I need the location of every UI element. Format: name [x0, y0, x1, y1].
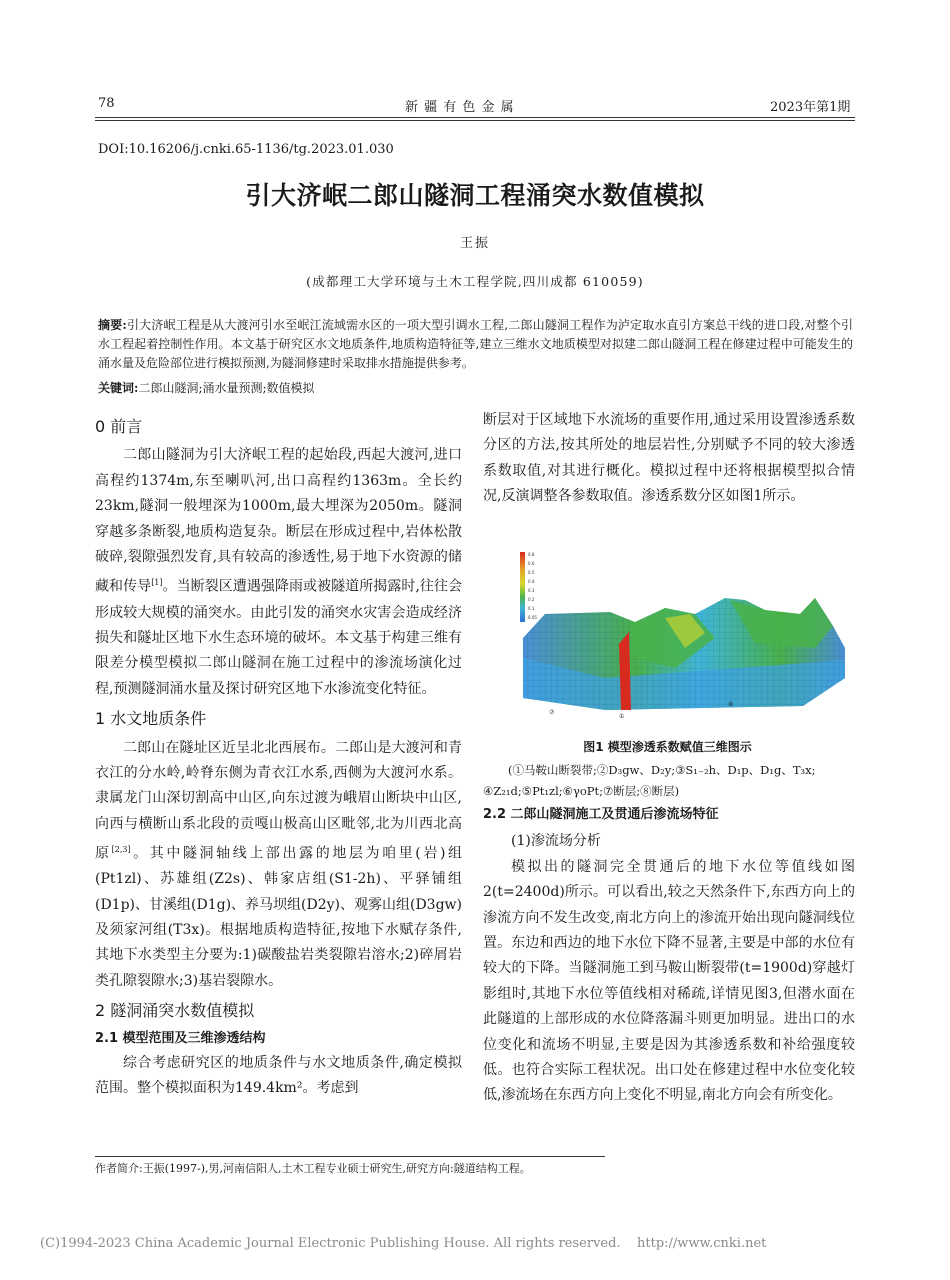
header-rule-2: [95, 120, 855, 121]
colorbar-label: 0.1: [528, 606, 535, 611]
section-2-1-heading: 2.1 模型范围及三维渗透结构: [95, 1030, 266, 1046]
section-2-1-paragraph: 综合考虑研究区的地质条件与水文地质条件,确定模拟范围。整个模拟面积为149.4km²。考虑到: [95, 1055, 462, 1097]
colorbar-label: 0.6: [528, 561, 535, 566]
cnki-url[interactable]: http://www.cnki.net: [637, 1236, 767, 1251]
author: 王振: [459, 236, 490, 251]
sec0-text-b: 。当断裂区遭遇强降雨或被隧道所揭露时,往往会形成较大规模的涌突水。由此引发的涌突水灾害会造成经济损失和隧址区地下水生态环境的破坏。本文基于构建三维有限差分模型模拟二郎山隧洞在施工过程中的渗流场演化过程,预测隧洞涌水量及探讨研究区地下水渗流变化特征。: [95, 579, 462, 697]
figure-legend-line-1: (①马鞍山断裂带;②D₃gw、D₂y;③S₁₋₂h、D₁p、D₁g、T₃x;: [508, 763, 816, 777]
keywords: [98, 379, 315, 396]
colorbar-label: 0.05: [528, 615, 537, 620]
footnote-rule: [95, 1156, 605, 1157]
keywords-text: 二郎山隧洞;涌水量预测;数值模拟: [138, 381, 315, 395]
abstract-text: 引大济岷工程是从大渡河引水至岷江流域需水区的一项大型引调水工程,二郎山隧洞工程作为泸定取水直引方案总干线的进口段,对整个引水工程起着控制性作用。本文基于研究区水文地质条件,地质构造特征等,建立三维水文地质模型对拟建二郎山隧洞工程在修建过程中可能发生的涌水量及危险部位进行模拟预测,为隧洞修建时采取排水措施提供参考。: [98, 318, 853, 370]
right-column-top: [483, 408, 855, 510]
colorbar-labels: [528, 552, 537, 620]
page-number: 78: [98, 96, 115, 111]
section-0-heading: 0 前言: [95, 417, 143, 436]
section-2-2-heading: 2.2 二郎山隧洞施工及贯通后渗流场特征: [483, 807, 719, 822]
section-1-paragraph: [95, 736, 462, 995]
colorbar-label: 0.2: [528, 597, 535, 602]
figure-1-legend: [483, 760, 855, 802]
header-rule: [95, 117, 855, 118]
colorbar-label: 0.4: [528, 579, 535, 584]
colorbar: [520, 552, 525, 622]
figure-1-3d-model: [515, 548, 855, 728]
abstract: [98, 316, 853, 373]
section-0-paragraph: [95, 443, 462, 702]
abstract-label: 摘要:: [98, 318, 127, 332]
marker-8: ⑧: [728, 701, 734, 708]
figure-1-caption: 图1 模型渗透系数赋值三维图示: [583, 740, 752, 754]
affiliation: (成都理工大学环境与土木工程学院,四川成都 610059): [306, 274, 644, 289]
continued-paragraph: 断层对于区域地下水流场的重要作用,通过采用设置渗透系数分区的方法,按其所处的地层岩性,分别赋予不同的较大渗透系数取值,对其进行概化。模拟过程中还将根据模型拟合情况,反演调整各参数取值。渗透系数分区如图1所示。: [483, 412, 855, 505]
paper-title: 引大济岷二郎山隧洞工程涌突水数值模拟: [245, 181, 705, 210]
citation-1[interactable]: [1]: [151, 578, 163, 588]
copyright: (C)1994-2023 China Academic Journal Electronic Publishing House. All rights reserved.: [40, 1236, 621, 1251]
keywords-label: 关键词:: [98, 381, 139, 395]
section-2-2-paragraph: 模拟出的隧洞完全贯通后的地下水位等值线如图2(t=2400d)所示。可以看出,较之天然条件下,东西方向上的渗流方向不发生改变,南北方向上的渗流开始出现向隧洞线位置。东边和西边的地下水位下降不显著,主要是中部的水位有较大的下降。当隧洞施工到马鞍山断裂带(t=1900d)穿越灯影组时,其地下水位等值线相对稀疏,详情见图3,但潜水面在此隧道的上部形成的水位降落漏斗则更加明显。进出口的水位变化和流场不明显,主要是因为其渗透系数和补给强度较低。也符合实际工程状况。出口处在修建过程中水位变化较低,渗流场在东西方向上变化不明显,南北方向会有所变化。: [483, 858, 855, 1104]
sec0-text-a: 二郎山隧洞为引大济岷工程的起始段,西起大渡河,进口高程约1374m,东至喇叭河,出口高程约1363m。全长约23km,隧洞一般埋深为1000m,最大埋深为2050m。隧洞穿越多条断裂,地质构造复杂。断层在形成过程中,岩体松散破碎,裂隙强烈发育,具有较高的渗透性,易于地下水资源的储藏和传导: [95, 447, 462, 596]
section-1-heading: 1 水文地质条件: [95, 709, 207, 729]
colorbar-label: 0.5: [528, 570, 535, 575]
colorbar-label: 0.8: [528, 552, 535, 557]
left-column: [95, 414, 462, 1102]
journal-name: 新 疆 有 色 金 属: [405, 100, 515, 115]
right-column-bottom: [483, 802, 855, 1109]
section-2-2-subheading: (1)渗流场分析: [511, 833, 601, 850]
doi[interactable]: DOI:10.16206/j.cnki.65-1136/tg.2023.01.030: [98, 142, 394, 157]
sec1-text-a: 二郎山在隧址区近呈北北西展布。二郎山是大渡河和青衣江的分水岭,岭脊东侧为青衣江水系,西侧为大渡河水系。隶属龙门山深切割高中山区,向东过渡为峨眉山断块中山区,向西与横断山系北段的贡嘎山极高山区毗邻,北为川西北高原: [95, 739, 462, 862]
figure-1: [515, 548, 855, 728]
issue-label: 2023年第1期: [770, 100, 851, 115]
citation-2-3[interactable]: [2,3]: [111, 845, 131, 855]
marker-1: ①: [619, 713, 625, 720]
figure-legend-line-2: ④Z₂₁d;⑤Pt₁zl;⑥γoPt;⑦断层;⑧断层): [483, 784, 680, 798]
section-2-heading: 2 隧洞涌突水数值模拟: [95, 1001, 255, 1021]
colorbar-label: 0.3: [528, 588, 535, 593]
author-footnote: 作者简介:王振(1997-),男,河南信阳人,土木工程专业硕士研究生,研究方向:隧道结构工程。: [95, 1162, 531, 1175]
marker-7: ⑦: [549, 709, 555, 716]
fault-zone-1: [619, 632, 631, 710]
sec1-text-b: 。其中隧洞轴线上部出露的地层为咱里(岩)组(Pt1zl)、苏雄组(Z2s)、韩家店组(S1-2h)、平驿铺组(D1p)、甘溪组(D1g)、养马坝组(D2y)、观雾山组(D3gw)及须家河组(T3x)。根据地质构造特征,按地下水赋存条件,其地下水类型主分要为:1)碳酸盐岩类裂隙岩溶水;2)碎屑岩类孔隙裂隙水;3)基岩裂隙水。: [95, 845, 463, 989]
